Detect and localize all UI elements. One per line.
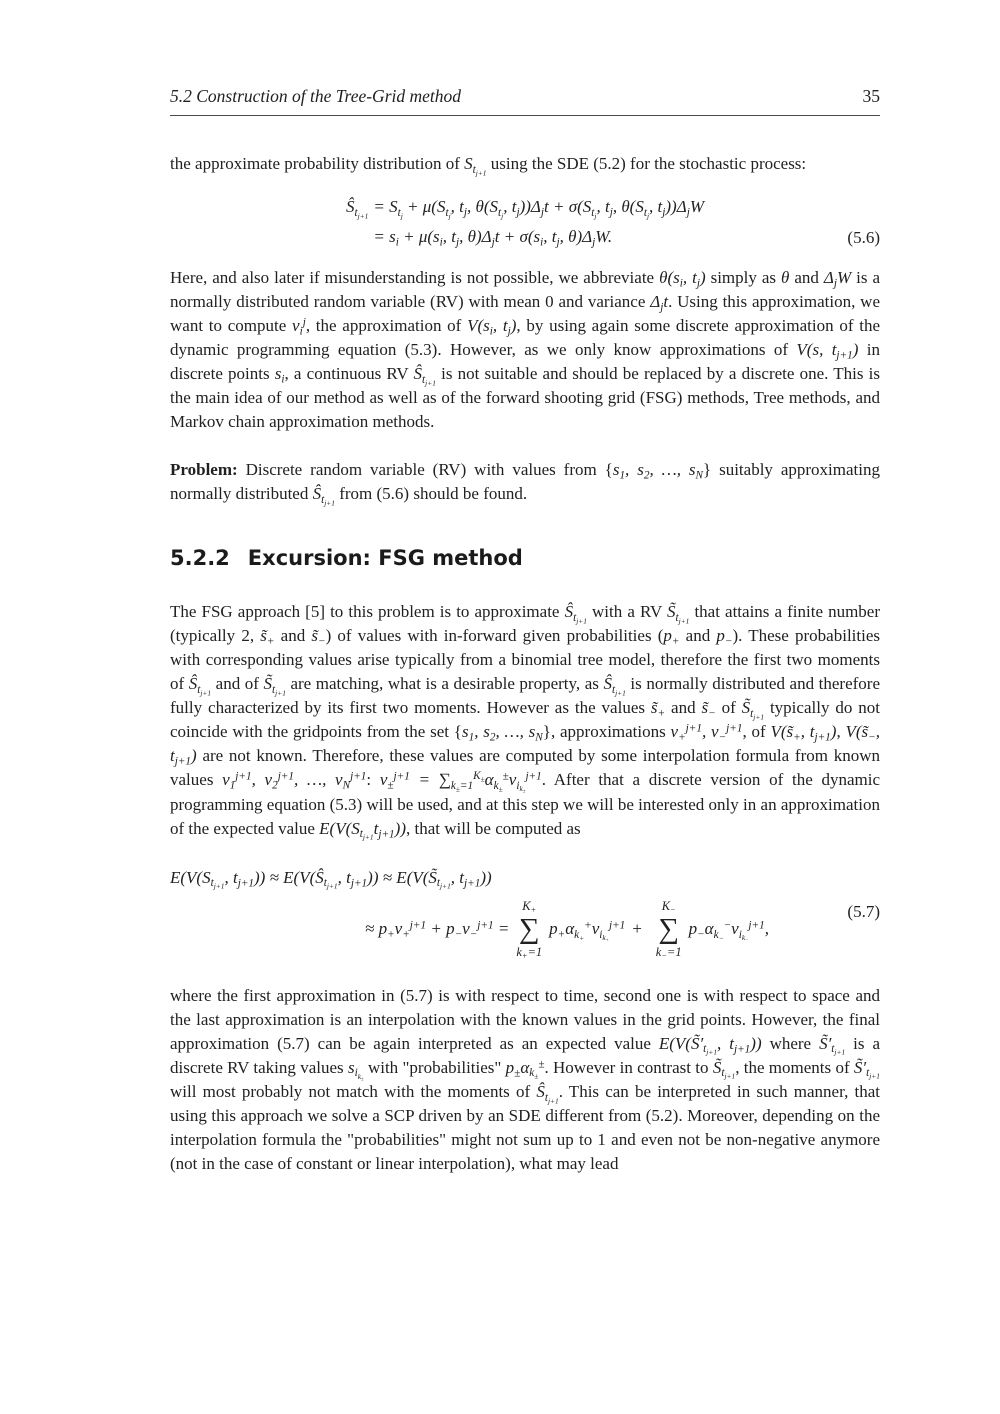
fsg-paragraph: The FSG approach [5] to this problem is to approximate $Ŝ_{t_{j+1}}$ with a RV $S̃_{t_{j+1}}$ that attains a finite number (typically 2, $s̃_+$ and $s̃_-$) of values with in-forward given probabilities ($p_+$ and $p_-$). These probabilities with corresponding values arise typically from a binomial tree model, therefore the first two moments of $Ŝ_{t_{j+1}}$ and of $S̃_{t_{j+1}}$ are matching, what is a desirable property, as $Ŝ_{t_{j+1}}$ is normally distributed and therefore fully characterized by its first two moments. However as the values $s̃_+$ and $s̃_-$ of $S̃_{t_{j+1}}$ typically do not coincide with the gridpoints from the set {$s_1$, $s_2$, …, $s_N$}, approximations $v_+^{j+1}$, $v_-^{j+1}$, of $V(s̃_+$, $t_{j+1}$), $V(s̃_-$, $t_{j+1}$) are not known. Therefore, these values are computed by some interpolation formula from known values $v_1^{j+1}$, $v_2^{j+1}$, …, $v_N^{j+1}$: $v_\pm^{j+1} = \sum_{k_\pm=1}^{K_\pm}\alpha_{k_\pm}^\pm v_{i_{k_\pm}}^{j+1}$. After that a discrete version of the dynamic programming equation (5.3) will be used, and at this step we will be interested only in an approximation of the expected value $E(V(S_{t_{j+1}}t_{j+1}))$, that will be computed as [170, 602, 881, 842]
eq56-lhs-spacer [346, 222, 368, 252]
eq56-tag: (5.6) [847, 228, 880, 247]
eq57-line1: $E(V(S_{t_{j+1}}$, $t_{j+1}$)) ≈ $E(V(Ŝ_{t_{j+1}}$, $t_{j+1}$)) ≈ $E(V(S̃_{t_{j+1}}$, $t_{j+1}$)) [170, 867, 492, 891]
equation-5-6 [170, 192, 880, 252]
eq57-plus-sign: + [631, 919, 643, 939]
sum-minus-upper-limit: $K_-$ [661, 898, 676, 915]
eq56-line1-rhs: = $S_{t_j} + \mu(S_{t_j}$, $t_j$, $\theta(S_{t_j}$, $t_j))\Delta_jt + \sigma(S_{t_j}$, $t_j$, $\theta(S_{t_j}$, $t_j))\Delta_jW$ [373, 197, 704, 220]
subsection-heading [170, 546, 880, 570]
eq56-lhs: $Ŝ_{t_{j+1}}$ [346, 197, 369, 220]
equation-5-7 [170, 865, 880, 960]
abbreviation-paragraph: Here, and also later if misunderstanding is not possible, we abbreviate $\theta(s_i$, $t_j$) simply as θ and $\Delta_jW$ is a normally distributed random variable (RV) with mean 0 and variance $\Delta_jt$. Using this approximation, we want to compute $v_i^j$, the approximation of $V(s_i$, $t_j$), by using again some discrete approximation of the dynamic programming equation (5.3). However, as we only know approximations of V(s, $t_{j+1}$) in discrete points $s_i$, a continuous RV $Ŝ_{t_{j+1}}$ is not suitable and should be replaced by a discrete one. This is the main idea of our method as well as of the forward shooting grid (FSG) methods, Tree methods, and Markov chain approximation methods. [170, 268, 881, 431]
closing-paragraph: where the first approximation in (5.7) is with respect to time, second one is with respect to space and the last approximation is an interpolation with the known values in the grid points. However, the final approximation (5.7) can be again interpreted as an expected value $E(V(S̃'_{t_{j+1}}$, $t_{j+1}$)) where $S̃'_{t_{j+1}}$ is a discrete RV taking values $s_{i_{k_\pm}}$ with "probabilities" $p_\pm\alpha_{k_\pm}^\pm$. However in contrast to $S̃_{t_{j+1}}$, the moments of $S̃'_{t_{j+1}}$ will most probably not match with the moments of $Ŝ_{t_{j+1}}$. This can be interpreted in such manner, that using this approach we solve a SCP driven by an SDE different from (5.2). Moreover, depending on the interpolation formula the "probabilities" might not sum up to 1 and even not be non-negative anymore (not in the case of constant or linear interpolation), what may lead [170, 985, 880, 1174]
subsection-number: 5.2.2 [170, 546, 230, 570]
sum-plus-upper-limit: $K_+$ [522, 898, 537, 915]
eq57-line2 [365, 899, 880, 960]
sigma-sum-icon: ∑ [518, 912, 540, 945]
sum-plus-lower-limit: $k_+=1$ [516, 945, 543, 961]
eq56-alignment [346, 192, 704, 252]
sum-minus-lower-limit: $k_-=1$ [655, 945, 682, 961]
eq57-line2-prefix: ≈ $p_+v_+^{j+1} + p_-v_-^{j+1}$ = [365, 919, 510, 941]
sum-operator-plus [516, 899, 542, 960]
eq56-line2-rhs: = $s_i + \mu(s_i$, $t_j$, $\theta)\Delta_jt + \sigma(s_i$, $t_j$, $\theta)\Delta_jW$. [373, 227, 613, 249]
eq57-sum-plus-body: $p_+\alpha_{k_+}^+v_{i_{k_+}}^{j+1}$ [549, 919, 626, 944]
subsection-title: Excursion: FSG method [247, 546, 523, 570]
page-header [170, 84, 880, 116]
intro-paragraph: the approximate probability distribution of $S_{t_{j+1}}$ using the SDE (5.2) for the stochastic process: [170, 154, 807, 177]
sigma-sum-icon: ∑ [658, 912, 679, 945]
problem-paragraph: Problem: Discrete random variable (RV) with values from {$s_1$, $s_2$, …, $s_N$} suitably approximating normally distributed $Ŝ_{t_{j+1}}$ from (5.6) should be found. [170, 460, 880, 507]
eq57-tag: (5.7) [847, 901, 880, 921]
page-number: 35 [862, 86, 880, 106]
sum-operator-minus [656, 899, 682, 960]
running-header-title: 5.2 Construction of the Tree-Grid method [170, 86, 462, 106]
eq57-sum-minus-body: $p_-\alpha_{k_-}^-v_{i_{k_-}}^{j+1}$, [688, 919, 769, 944]
